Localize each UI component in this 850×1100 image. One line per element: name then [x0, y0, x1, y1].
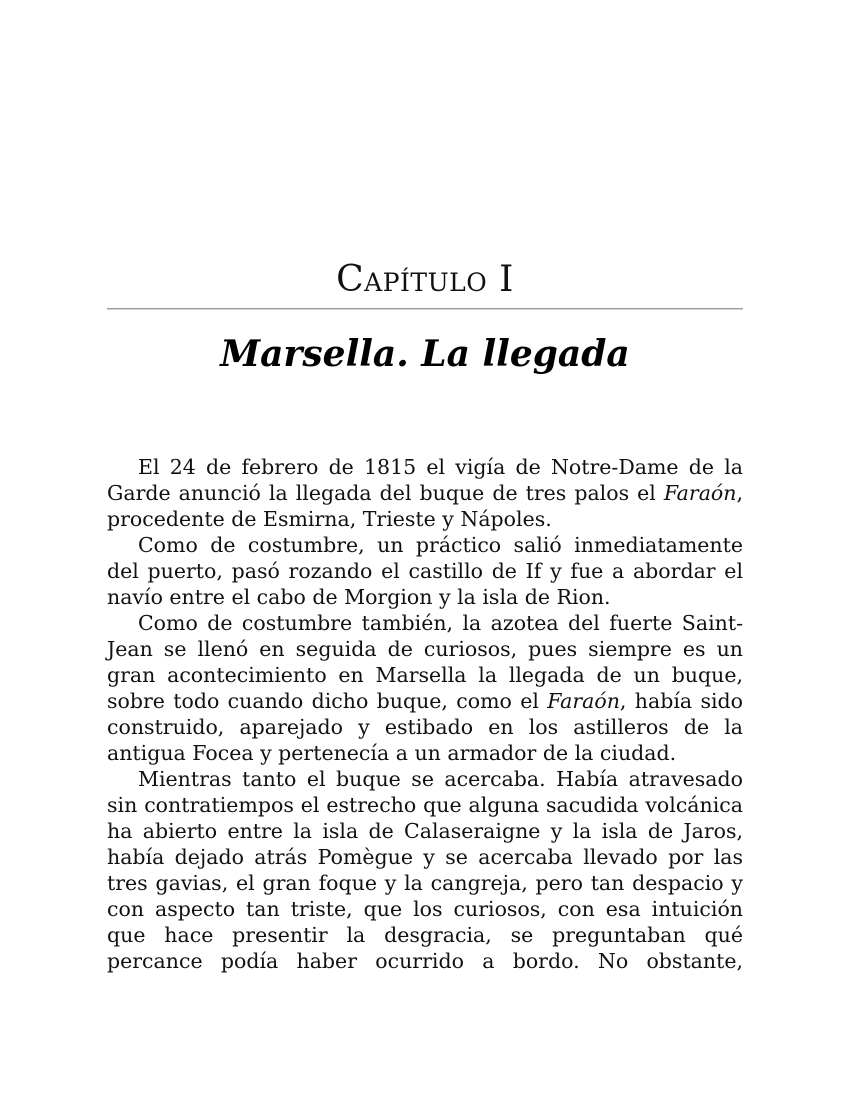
paragraph-text: , había sido construido, aparejado y estibado en los astilleros de la antigua Focea y pertenecía a un armador de la ciudad. — [107, 689, 743, 765]
paragraph-text: El 24 de febrero de 1815 el vigía de Notre-Dame de la Garde anunció la llegada del buque de tres palos el — [107, 455, 743, 505]
chapter-body — [107, 454, 743, 974]
paragraph-text: , procedente de Esmirna, Trieste y Nápoles. — [107, 481, 743, 531]
paragraph-text: Como de costumbre también, la azotea del fuerte Saint-Jean se llenó en seguida de curiosos, pues siempre es un gran acontecimiento en Marsella la llegada de un buque, sobre todo cuando dicho buque, como el — [107, 611, 743, 713]
chapter-number: Capítulo I — [336, 259, 514, 300]
ship-name: Faraón — [663, 481, 737, 505]
chapter-divider — [107, 308, 743, 310]
paragraph-4: Mientras tanto el buque se acercaba. Había atravesado sin contratiempos el estrecho que alguna sacudida volcánica ha abierto entre la isla de Calaseraigne y la isla de Jaros, había dejado atrás Pomègue y se acercaba llevado por las tres gavias, el gran foque y la cangreja, pero tan despacio y con aspecto tan triste, que los curiosos, con esa intuición que hace presentir la desgracia, se preguntaban qué percance podía haber ocurrido a bordo. No obstante, — [107, 767, 743, 973]
ship-name: Faraón — [547, 689, 620, 713]
paragraph-1 — [107, 454, 743, 532]
paragraph-3 — [107, 610, 743, 766]
paragraph-2: Como de costumbre, un práctico salió inmediatamente del puerto, pasó rozando el castillo de If y fue a abordar el navío entre el cabo de Morgion y la isla de Rion. — [107, 533, 743, 609]
chapter-title: Marsella. La llegada — [220, 333, 630, 375]
